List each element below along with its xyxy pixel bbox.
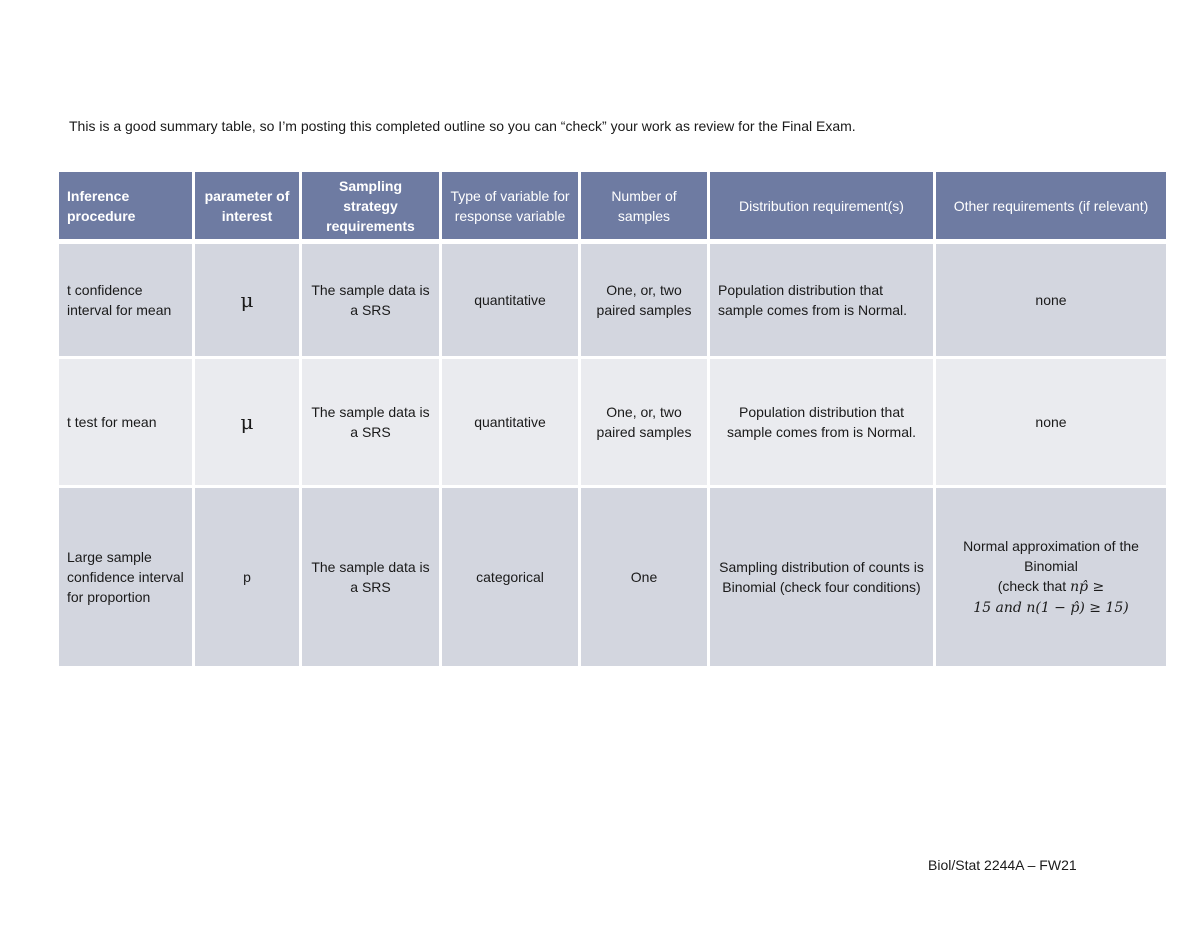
table-row xyxy=(59,244,1166,359)
footer-course-code: Biol/Stat 2244A – FW21 xyxy=(928,857,1077,873)
cell-variable-type: quantitative xyxy=(442,244,581,359)
table-row xyxy=(59,488,1166,666)
cell-sampling: The sample data is a SRS xyxy=(302,488,442,666)
cell-variable-type: quantitative xyxy=(442,359,581,488)
intro-text: This is a good summary table, so I’m posting this completed outline so you can “check” your work as review for the Final Exam. xyxy=(69,118,856,134)
cell-distribution: Population distribution that sample comes from is Normal. xyxy=(710,244,936,359)
header-variable-type: Type of variable for response variable xyxy=(442,172,581,244)
cell-num-samples: One, or, two paired samples xyxy=(581,244,710,359)
header-number-of-samples: Number of samples xyxy=(581,172,710,244)
cell-other: none xyxy=(936,359,1166,488)
cell-sampling: The sample data is a SRS xyxy=(302,359,442,488)
cell-num-samples: One, or, two paired samples xyxy=(581,359,710,488)
other-text-line2: (check that xyxy=(997,578,1071,594)
cell-distribution: Sampling distribution of counts is Binomial (check four conditions) xyxy=(710,488,936,666)
table-row xyxy=(59,359,1166,488)
header-sampling-strategy: Sampling strategy requirements xyxy=(302,172,442,244)
cell-procedure: Large sample confidence interval for proportion xyxy=(59,488,195,666)
header-other-requirements: Other requirements (if relevant) xyxy=(936,172,1166,244)
header-row xyxy=(59,172,1166,244)
cell-procedure: t test for mean xyxy=(59,359,195,488)
summary-table xyxy=(59,172,1166,666)
cell-distribution: Population distribution that sample comes from is Normal. xyxy=(710,359,936,488)
cell-parameter: μ xyxy=(195,244,302,359)
cell-other xyxy=(936,488,1166,666)
cell-parameter: p xyxy=(195,488,302,666)
header-parameter: parameter of interest xyxy=(195,172,302,244)
cell-parameter: μ xyxy=(195,359,302,488)
cell-variable-type: categorical xyxy=(442,488,581,666)
header-inference-procedure: Inference procedure xyxy=(59,172,195,244)
formula-n-one-minus-p-hat: 15 and n(1 − p̂) ≥ 15) xyxy=(973,600,1129,616)
cell-num-samples: One xyxy=(581,488,710,666)
other-text-line1: Normal approximation of the Binomial xyxy=(963,538,1139,574)
formula-np-hat: np̂ ≥ xyxy=(1070,579,1105,595)
cell-procedure: t confidence interval for mean xyxy=(59,244,195,359)
cell-sampling: The sample data is a SRS xyxy=(302,244,442,359)
header-distribution-requirements: Distribution requirement(s) xyxy=(710,172,936,244)
cell-other: none xyxy=(936,244,1166,359)
